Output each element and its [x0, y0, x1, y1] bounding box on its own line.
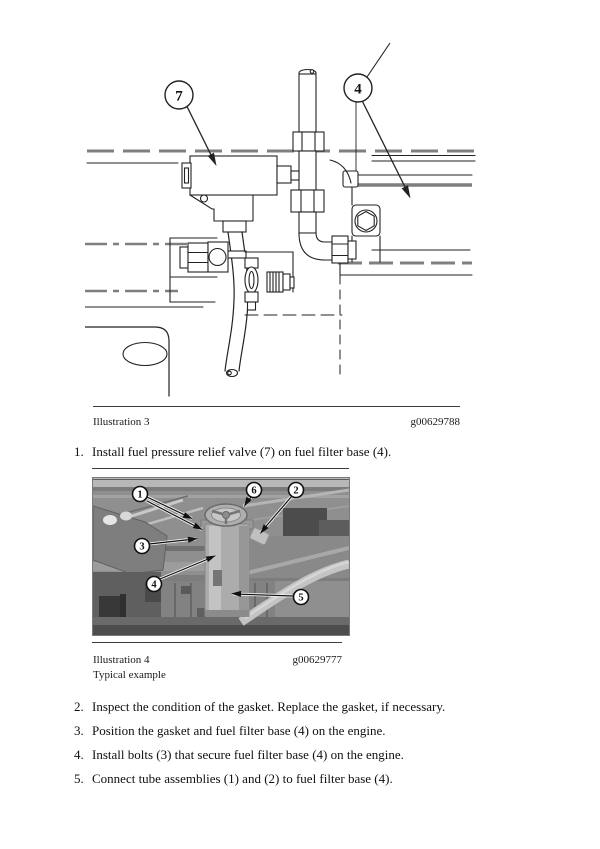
callout-3-label: 3 — [139, 541, 145, 553]
step-3-number: 3. — [74, 723, 84, 738]
callout-7-label: 7 — [175, 88, 183, 105]
step-4-number: 4. — [74, 747, 84, 762]
figure3-rule — [93, 406, 460, 407]
callout-4-label: 4 — [354, 81, 362, 98]
figure4-note: Typical example — [93, 669, 166, 681]
callout-1-label: 1 — [137, 489, 143, 501]
callout-2-label: 2 — [293, 485, 299, 497]
figure4-caption: Illustration 4 — [93, 654, 150, 666]
callout-4-photo-label: 4 — [151, 579, 157, 591]
figure3-code: g00629788 — [410, 416, 460, 428]
step-4 — [74, 747, 404, 762]
step-5-text: Connect tube assemblies (1) and (2) to fuel filter base (4). — [92, 771, 393, 786]
step-1-number: 1. — [74, 444, 84, 459]
step-1-text: Install fuel pressure relief valve (7) on fuel filter base (4). — [92, 444, 392, 459]
step-5 — [74, 771, 393, 786]
step-2 — [74, 699, 445, 714]
step-2-number: 2. — [74, 699, 84, 714]
callout-5-label: 5 — [298, 592, 304, 604]
hand-wheel — [205, 504, 247, 526]
figure4-code: g00629777 — [292, 654, 342, 666]
illustration-3-drawing — [85, 40, 480, 408]
step-5-number: 5. — [74, 771, 84, 786]
callout-7 — [165, 81, 220, 168]
step-2-text: Inspect the condition of the gasket. Replace the gasket, if necessary. — [92, 699, 446, 714]
figure3-caption-row — [93, 416, 460, 428]
figure3-caption: Illustration 3 — [93, 416, 150, 428]
machine-outline — [85, 70, 475, 397]
step-1 — [74, 444, 391, 459]
illustration-4-photo — [92, 477, 350, 636]
step-3 — [74, 723, 386, 738]
figure4-top-rule — [92, 468, 349, 469]
figure4-caption-row — [93, 654, 342, 666]
callout-6-label: 6 — [251, 485, 257, 497]
step-3-text: Position the gasket and fuel filter base (4) on the engine. — [92, 723, 386, 738]
figure4-bottom-rule — [92, 642, 342, 643]
step-4-text: Install bolts (3) that secure fuel filter base (4) on the engine. — [92, 747, 404, 762]
